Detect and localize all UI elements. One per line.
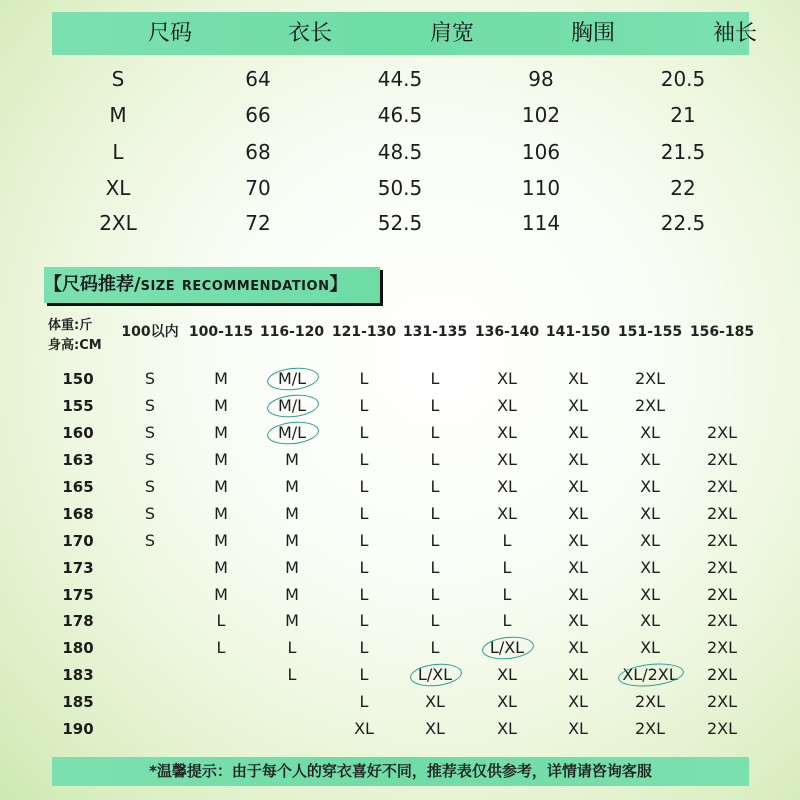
size-row	[0, 137, 800, 167]
recommended-size: M	[214, 423, 228, 442]
recommended-size: XL	[640, 450, 660, 469]
recommendation-row	[0, 555, 800, 581]
recommendation-row	[0, 635, 800, 661]
recommended-size: XL	[568, 692, 588, 711]
recommended-size: XL	[568, 719, 588, 738]
recommended-size: S	[144, 369, 156, 388]
recommended-size: L	[502, 611, 512, 630]
recommended-size: XL	[568, 638, 588, 657]
size-row	[0, 173, 800, 203]
size-cell: 50.5	[377, 176, 423, 200]
recommended-size: 2XL	[706, 477, 738, 496]
recommended-size: M	[285, 585, 299, 604]
recommended-size: XL	[640, 585, 660, 604]
recommended-size: 2XL	[706, 531, 738, 550]
height-value: 178	[62, 612, 94, 630]
recommended-size: L	[359, 638, 369, 657]
recommended-size: XL	[568, 396, 588, 415]
recommended-size: XL	[568, 665, 588, 684]
recommended-size: S	[144, 477, 156, 496]
weight-range: 116-120	[259, 324, 325, 340]
header-chest: 胸围	[570, 21, 615, 46]
recommended-size: M	[214, 396, 228, 415]
recommended-size: XL	[568, 504, 588, 523]
recommended-size: XL	[425, 719, 445, 738]
recommended-size: L	[287, 665, 297, 684]
recommended-size: L	[359, 396, 369, 415]
recommendation-row	[0, 662, 800, 688]
recommended-size: XL	[640, 611, 660, 630]
recommended-size: M	[214, 504, 228, 523]
size-cell: 21.5	[660, 140, 706, 164]
size-cell: 22	[670, 176, 696, 200]
recommendation-row	[0, 689, 800, 715]
weight-range: 151-155	[617, 324, 683, 340]
recommended-size: L	[216, 638, 226, 657]
recommendation-row	[0, 501, 800, 527]
recommended-size: XL	[568, 450, 588, 469]
recommended-size: 2XL	[634, 719, 666, 738]
weight-range: 121-130	[331, 324, 397, 340]
recommended-size: XL	[568, 369, 588, 388]
recommended-size: L	[359, 504, 369, 523]
size-table-header	[52, 12, 757, 55]
size-row	[0, 208, 800, 238]
recommended-size: XL	[497, 692, 517, 711]
recommended-size: M	[214, 477, 228, 496]
size-cell: 114	[521, 211, 561, 235]
recommended-size: XL	[640, 504, 660, 523]
height-value: 190	[62, 720, 94, 738]
size-cell: 98	[528, 67, 554, 91]
recommendation-row	[0, 393, 800, 419]
recommended-size: L	[430, 558, 440, 577]
recommended-size: M	[214, 558, 228, 577]
recommended-size: S	[144, 450, 156, 469]
recommended-size: XL	[568, 585, 588, 604]
size-cell: 70	[245, 176, 271, 200]
recommended-size: XL	[640, 531, 660, 550]
recommended-size: XL	[568, 611, 588, 630]
header-sleeve: 袖长	[712, 21, 757, 46]
recommended-size: L/XL	[417, 665, 453, 684]
recommendation-title: 【尺码推荐/size recommendation】	[44, 267, 380, 303]
recommended-size: L	[502, 585, 512, 604]
recommended-size: L	[430, 423, 440, 442]
size-cell: 46.5	[377, 103, 423, 127]
height-value: 175	[62, 586, 94, 604]
size-cell: 72	[245, 211, 271, 235]
recommended-size: L	[430, 369, 440, 388]
size-cell: 44.5	[377, 67, 423, 91]
recommended-size: XL	[640, 477, 660, 496]
size-cell: 106	[521, 140, 561, 164]
size-cell: 22.5	[660, 211, 706, 235]
recommended-size: XL	[568, 531, 588, 550]
recommended-size: XL	[497, 504, 517, 523]
recommended-size: 2XL	[706, 423, 738, 442]
recommended-size: S	[144, 396, 156, 415]
height-value: 173	[62, 559, 94, 577]
recommended-size: M	[285, 477, 299, 496]
recommended-size: L	[430, 638, 440, 657]
recommended-size: 2XL	[706, 558, 738, 577]
size-cell: S	[111, 67, 125, 91]
recommended-size: XL	[497, 665, 517, 684]
recommended-size: 2XL	[706, 611, 738, 630]
recommended-size: L	[359, 423, 369, 442]
height-value: 155	[62, 397, 94, 415]
recommended-size: XL	[497, 450, 517, 469]
recommended-size: S	[144, 423, 156, 442]
recommended-size: L	[359, 692, 369, 711]
size-cell: 20.5	[660, 67, 706, 91]
recommended-size: L/XL	[489, 638, 525, 657]
recommended-size: L	[430, 611, 440, 630]
weight-range: 100-115	[188, 324, 254, 340]
recommended-size: XL	[568, 558, 588, 577]
size-cell: 68	[245, 140, 271, 164]
size-row	[0, 64, 800, 94]
recommended-size: M	[285, 611, 299, 630]
recommended-size: L	[216, 611, 226, 630]
weight-range: 131-135	[402, 324, 468, 340]
weight-range: 141-150	[545, 324, 611, 340]
recommended-size: XL	[497, 477, 517, 496]
recommendation-row	[0, 447, 800, 473]
recommendation-row	[0, 474, 800, 500]
recommended-size: XL	[425, 692, 445, 711]
recommended-size: S	[144, 531, 156, 550]
recommended-size: L	[430, 504, 440, 523]
recommended-size: M	[214, 531, 228, 550]
recommended-size: L	[359, 369, 369, 388]
size-cell: 110	[521, 176, 561, 200]
size-cell: M	[109, 103, 127, 127]
recommended-size: S	[144, 504, 156, 523]
recommended-size: XL/2XL	[622, 665, 678, 684]
height-value: 170	[62, 532, 94, 550]
recommended-size: 2XL	[634, 692, 666, 711]
size-cell: XL	[105, 176, 131, 200]
recommended-size: M	[285, 450, 299, 469]
recommended-size: L	[359, 531, 369, 550]
recommended-size: 2XL	[634, 396, 666, 415]
recommended-size: M	[214, 450, 228, 469]
recommended-size: XL	[640, 423, 660, 442]
recommended-size: XL	[497, 396, 517, 415]
recommended-size: 2XL	[706, 665, 738, 684]
recommended-size: L	[359, 450, 369, 469]
height-label: 身高:CM	[48, 338, 102, 353]
recommended-size: L	[359, 611, 369, 630]
size-cell: 52.5	[377, 211, 423, 235]
recommended-size: XL	[497, 719, 517, 738]
header-length: 衣长	[287, 21, 332, 46]
recommended-size: L	[359, 558, 369, 577]
recommended-size: XL	[640, 638, 660, 657]
recommended-size: L	[430, 396, 440, 415]
recommended-size: L	[430, 477, 440, 496]
size-cell: 102	[521, 103, 561, 127]
recommended-size: M	[214, 369, 228, 388]
recommended-size: L	[502, 531, 512, 550]
recommended-size: L	[430, 450, 440, 469]
recommended-size: 2XL	[706, 450, 738, 469]
recommended-size: L	[359, 477, 369, 496]
recommended-size: XL	[354, 719, 374, 738]
recommended-size: 2XL	[706, 692, 738, 711]
weight-range: 136-140	[474, 324, 540, 340]
recommendation-row	[0, 366, 800, 392]
recommended-size: M/L	[277, 396, 307, 415]
header-size: 尺码	[147, 21, 192, 46]
height-value: 163	[62, 451, 94, 469]
recommendation-row	[0, 582, 800, 608]
recommended-size: XL	[497, 369, 517, 388]
recommended-size: 2XL	[634, 369, 666, 388]
recommended-size: 2XL	[706, 504, 738, 523]
header-shoulder: 肩宽	[429, 21, 474, 46]
recommended-size: XL	[568, 423, 588, 442]
size-cell: 66	[245, 103, 271, 127]
recommended-size: 2XL	[706, 638, 738, 657]
recommended-size: M/L	[277, 423, 307, 442]
recommended-size: XL	[568, 477, 588, 496]
recommended-size: L	[502, 558, 512, 577]
size-cell: 21	[670, 103, 696, 127]
size-cell: L	[112, 140, 124, 164]
recommended-size: 2XL	[706, 585, 738, 604]
recommended-size: XL	[640, 558, 660, 577]
recommended-size: L	[430, 585, 440, 604]
footer-note: *温馨提示：由于每个人的穿衣喜好不同，推荐表仅供参考，详情请咨询客服	[52, 757, 749, 786]
height-value: 185	[62, 693, 94, 711]
recommended-size: L	[359, 585, 369, 604]
recommendation-row	[0, 716, 800, 742]
recommended-size: M	[285, 531, 299, 550]
recommendation-row	[0, 528, 800, 554]
recommended-size: L	[287, 638, 297, 657]
recommended-size: 2XL	[706, 719, 738, 738]
height-value: 160	[62, 424, 94, 442]
recommendation-row	[0, 420, 800, 446]
size-cell: 64	[245, 67, 271, 91]
recommended-size: M	[285, 504, 299, 523]
recommendation-row	[0, 608, 800, 634]
height-value: 150	[62, 370, 94, 388]
height-value: 168	[62, 505, 94, 523]
size-cell: 48.5	[377, 140, 423, 164]
weight-label: 体重:斤	[48, 318, 93, 333]
size-row	[0, 100, 800, 130]
weight-range: 100以内	[121, 324, 179, 340]
size-cell: 2XL	[99, 211, 137, 235]
recommended-size: L	[359, 665, 369, 684]
recommended-size: L	[430, 531, 440, 550]
recommended-size: M	[214, 585, 228, 604]
recommended-size: XL	[497, 423, 517, 442]
height-value: 180	[62, 639, 94, 657]
recommended-size: M/L	[277, 369, 307, 388]
height-value: 183	[62, 666, 94, 684]
weight-range: 156-185	[689, 324, 755, 340]
height-value: 165	[62, 478, 94, 496]
recommended-size: M	[285, 558, 299, 577]
